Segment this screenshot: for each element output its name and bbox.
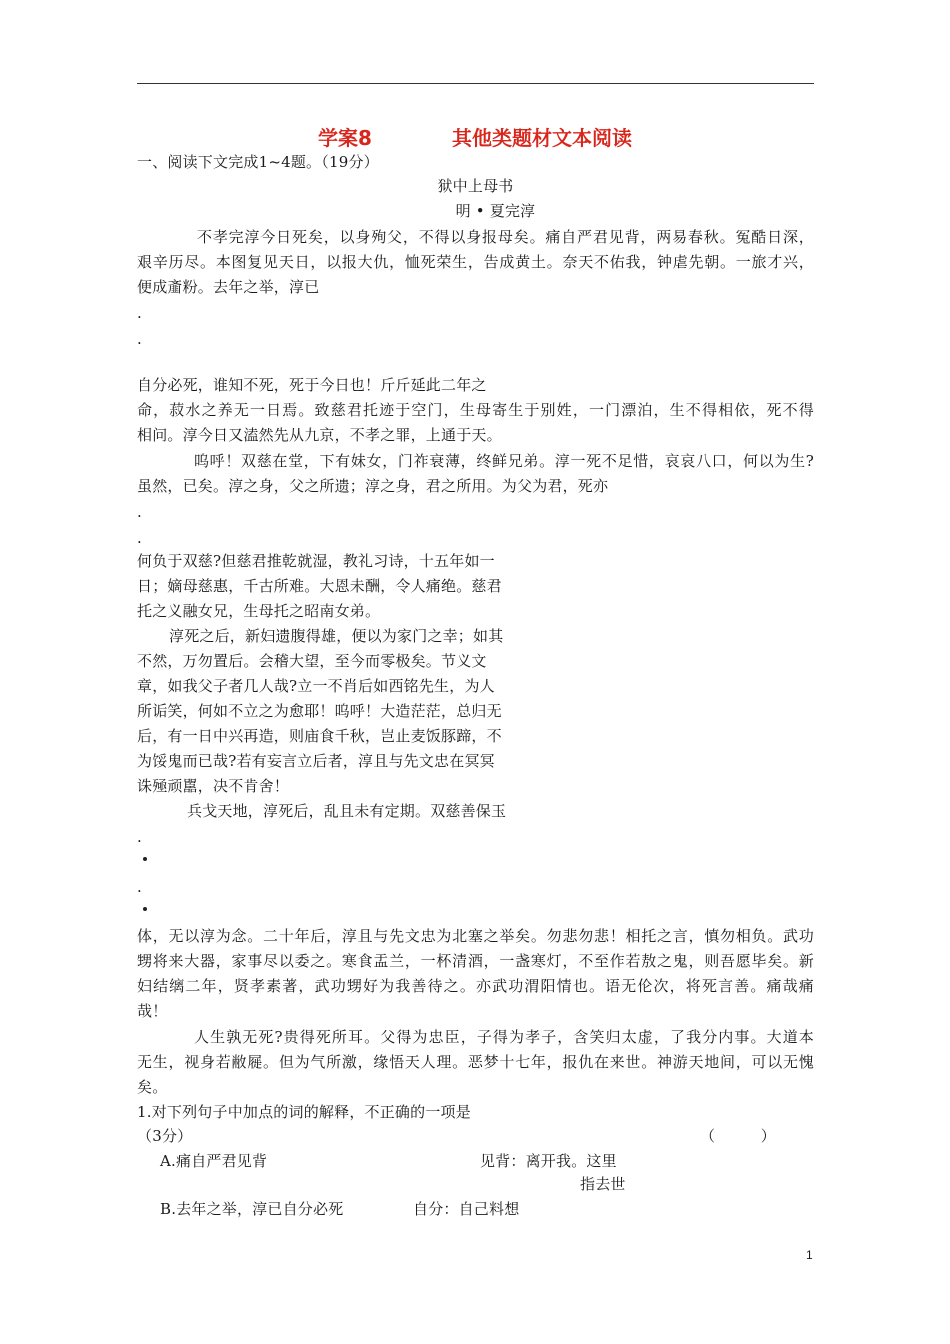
paragraph-line: 不然，万勿置后。会稽大望，至今而零极矣。节义文 bbox=[137, 652, 487, 670]
paragraph-line: 便成齑粉。去年之举，淳已 bbox=[137, 278, 320, 296]
paragraph-line: 呜呼！双慈在堂，下有妹女，门祚衰薄，终鲜兄弟。淳一死不足惜，哀哀八口，何以为生? bbox=[194, 452, 814, 470]
paragraph-line: 日；嫡母慈惠，千古所难。大恩未酬，令人痛绝。慈君 bbox=[137, 577, 502, 595]
paragraph-line: 矣。 bbox=[137, 1078, 168, 1096]
paragraph-line: 为馁鬼而已哉?若有妄言立后者，淳且与先文忠在冥冥 bbox=[137, 752, 495, 770]
paragraph-line: 艰辛历尽。本图复见天日，以报大仇，恤死荣生，告成黄土。奈天不佑我，钟虐先朝。一旅才兴， bbox=[137, 253, 814, 271]
header-rule bbox=[137, 83, 814, 84]
section-heading: 一、阅读下文完成1~4题。（19分） bbox=[137, 153, 379, 171]
paragraph-line: 章，如我父子者几人哉?立一不肖后如西铭先生，为人 bbox=[137, 677, 495, 695]
paragraph-line: 相问。淳今日又溘然先从九京，不孝之罪，上通于天。 bbox=[137, 426, 502, 444]
paragraph-line: 不孝完淳今日死矣，以身殉父，不得以身报母矣。痛自严君见背，两易春秋。冤酷日深， bbox=[197, 228, 814, 246]
paragraph-line: 命，菽水之养无一日焉。致慈君托迹于空门，生母寄生于别姓，一门漂泊，生不得相依，死不得 bbox=[137, 401, 814, 419]
bullet-marker bbox=[143, 857, 147, 861]
paragraph-line: 托之义融女兄，生母托之昭南女弟。 bbox=[137, 602, 381, 620]
paragraph-line: 无生，视身若敝屣。但为气所激，缘悟天人理。恶梦十七年，报仇在来世。神游天地间，可以无愧 bbox=[137, 1053, 814, 1071]
question-stem: 1.对下列句子中加点的词的解释，不正确的一项是 bbox=[137, 1103, 471, 1121]
text-author: 明 • 夏完淳 bbox=[455, 202, 536, 220]
paragraph-line: 甥将来大器，家事尽以委之。寒食盂兰，一杯清酒，一盏寒灯，不至作若敖之鬼，则吾愿毕矣。新 bbox=[137, 952, 814, 970]
dot-marker: . bbox=[137, 529, 142, 547]
paragraph-line: 人生孰无死?贵得死所耳。父得为忠臣，子得为孝子，含笑归太虚，了我分内事。大道本 bbox=[194, 1028, 814, 1046]
paragraph-line: 哉！ bbox=[137, 1002, 168, 1020]
bullet-marker bbox=[143, 907, 147, 911]
question-score: （3分） bbox=[137, 1127, 193, 1145]
paragraph-line: 兵戈天地，淳死后，乱且未有定期。双慈善保玉 bbox=[187, 802, 507, 820]
paragraph-line: 虽然，已矣。淳之身，父之所遗；淳之身，君之所用。为父为君，死亦 bbox=[137, 477, 609, 495]
option-b: B.去年之举，淳已自分必死 bbox=[160, 1200, 344, 1218]
paragraph-line: 诛殛顽嚚，决不肯舍！ bbox=[137, 777, 290, 795]
paragraph-line: 淳死之后，新妇遗腹得雄，便以为家门之幸；如其 bbox=[169, 627, 504, 645]
page-title: 学案8 其他类题材文本阅读 bbox=[318, 126, 632, 150]
dot-marker: . bbox=[137, 878, 142, 896]
option-a: A.痛自严君见背 bbox=[160, 1152, 268, 1170]
answer-paren: （ ） bbox=[700, 1127, 777, 1145]
paragraph-line: 自分必死，谁知不死，死于今日也！斤斤延此二年之 bbox=[137, 376, 487, 394]
dot-marker: . bbox=[137, 828, 142, 846]
option-b-gloss: 自分：自己料想 bbox=[413, 1200, 520, 1218]
text-title: 狱中上母书 bbox=[437, 177, 514, 195]
dot-marker: . bbox=[137, 503, 142, 521]
option-a-gloss: 见背：离开我。这里 bbox=[480, 1152, 617, 1170]
paragraph-line: 何负于双慈?但慈君推乾就湿，教礼习诗，十五年如一 bbox=[137, 552, 495, 570]
option-a-gloss-cont: 指去世 bbox=[580, 1175, 626, 1193]
dot-marker: . bbox=[137, 304, 142, 322]
dot-marker: . bbox=[137, 330, 142, 348]
page-number: 1 bbox=[806, 1248, 813, 1262]
paragraph-line: 所诟笑，何如不立之为愈耶！呜呼！大造茫茫，总归无 bbox=[137, 702, 502, 720]
paragraph-line: 体，无以淳为念。二十年后，淳且与先文忠为北塞之举矣。勿悲勿悲！相托之言，慎勿相负。武功 bbox=[137, 927, 814, 945]
paragraph-line: 后，有一日中兴再造，则庙食千秋，岂止麦饭豚蹄，不 bbox=[137, 727, 502, 745]
paragraph-line: 妇结缡二年，贤孝素著，武功甥好为我善待之。亦武功渭阳情也。语无伦次，将死言善。痛哉痛 bbox=[137, 977, 814, 995]
